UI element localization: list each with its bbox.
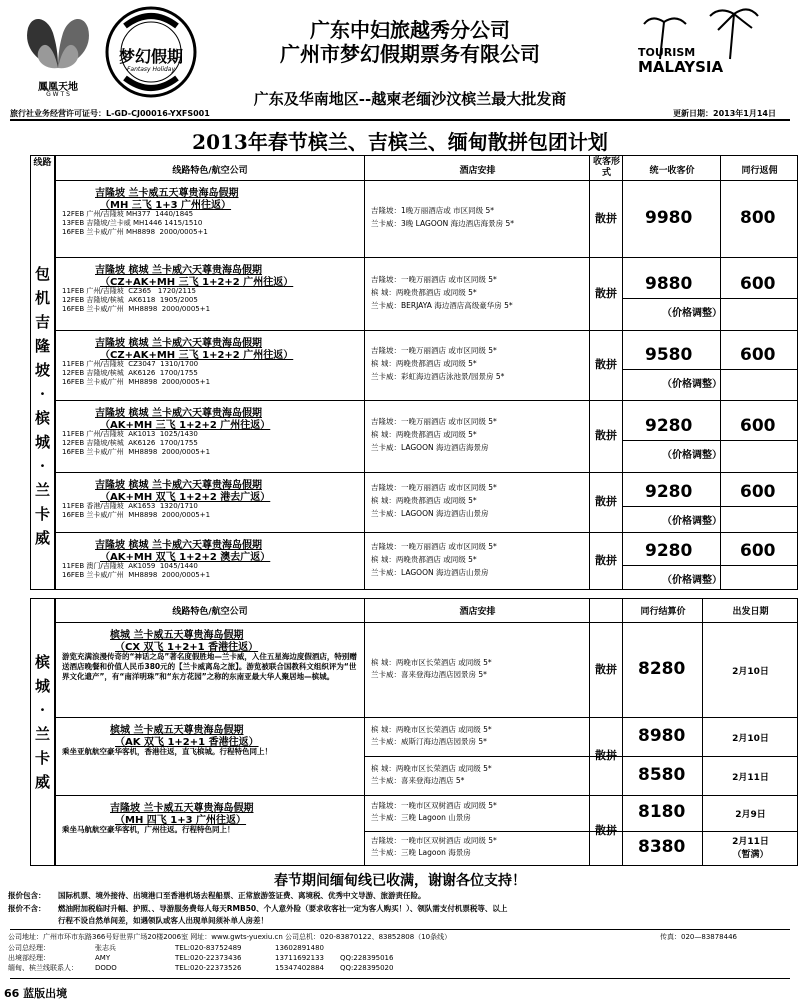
sub-divider: [365, 756, 798, 757]
flight-schedule: 11FEB 广州/吉隆坡 CZ365 1720/2115 12FEB 吉隆坡/槟城 AK6118 1905/2005 16FEB 兰卡威/广州 MH8898 2000/0005+1: [62, 287, 211, 313]
route-sub: （CZ+AK+MH 三飞 1+2+2 广州往返）: [100, 277, 294, 288]
departure-date: 2月11日: [732, 837, 769, 848]
row-divider: [55, 400, 798, 401]
contact-field: 13711692133: [275, 954, 324, 962]
slogan: 广东及华南地区--越柬老缅沙汶槟兰最大批发商: [253, 90, 567, 108]
route-desc: 游览充满浪漫传奇的“神话之岛”著名度假胜地—兰卡威，入住五星海边度假酒店，特别赠送酒店晚餐和价值人民币380元的【兰卡威离岛之旅】。游览被联合国教科文组织评为“世界文化遗产”，有“南洋明珠”和“东方花园”之称的东南亚最大华人聚居地—槟城。: [62, 652, 357, 681]
t1-h-commission: 同行返佣: [741, 166, 778, 176]
route-sub: （CZ+AK+MH 三飞 1+2+2 广州往返）: [100, 350, 294, 361]
unified-price: 9280: [645, 541, 693, 561]
table2-side-label: [30, 650, 55, 794]
commission: 600: [740, 482, 776, 502]
booking-mode: 散拼: [595, 429, 617, 442]
hotel-line: 吉隆坡：1晚万丽酒店或 市区同级 5*: [371, 205, 495, 215]
hotel-line: 槟 城：两晚市区长荣酒店 或同级 5*: [371, 657, 492, 667]
hotel-line: 兰卡威：喜来登海边酒店园景房 5*: [371, 669, 487, 679]
booking-mode: 散拼: [595, 662, 617, 676]
unified-price: 9280: [645, 482, 693, 502]
contact-field: TEL:020-83752489: [175, 944, 242, 952]
group-divider: [55, 795, 798, 796]
route-title: 吉隆坡 槟城 兰卡威六天尊贵海岛假期: [95, 265, 262, 276]
settle-price: 8380: [638, 837, 686, 858]
settle-price: 8580: [638, 764, 686, 785]
side-char: 威: [34, 773, 50, 791]
hotel-line: 兰卡威：喜来登海边酒店 5*: [371, 775, 465, 785]
route-sub: （AK+MH 三飞 1+2+2 广州往返）: [100, 420, 271, 431]
row-divider: [55, 532, 798, 533]
flight-schedule: 11FEB 澳门/吉隆坡 AK1059 1045/1440 16FEB 兰卡威/广州 MH8898 2000/0005+1: [62, 562, 211, 579]
notice: 春节期间缅甸线已收满，谢谢各位支持！: [274, 873, 526, 889]
route-sub: （AK+MH 双飞 1+2+2 澳去广返）: [100, 552, 271, 563]
adj-divider: [623, 565, 798, 566]
contact-field: TEL:020-22373436: [175, 954, 242, 962]
price-adjust-note: （价格调整）: [662, 516, 722, 527]
route-sub: （AK 双飞 1+2+1 香港往返）: [115, 737, 259, 748]
commission: 800: [740, 207, 776, 228]
booking-mode: 散拼: [595, 554, 617, 567]
logo1-text: 鳳凰天地: [38, 82, 78, 93]
side-char: ·: [39, 701, 46, 719]
commission: 600: [740, 345, 776, 365]
booking-mode: 散拼: [595, 211, 617, 225]
route-sub: （MH 三飞 1+3 广州往返）: [100, 200, 232, 211]
route-title: 槟城 兰卡威五天尊贵海岛假期: [110, 630, 244, 641]
departure-date: 2月11日: [732, 772, 769, 783]
price-adjust-note: （价格调整）: [662, 450, 722, 461]
unified-price: 9280: [645, 416, 693, 436]
hotel-line: 槟 城：两晚贵都酒店 或同级 5*: [371, 555, 477, 564]
contact-field: QQ:228395016: [340, 954, 394, 962]
contact-field: 公司总经理：: [8, 944, 50, 952]
t2-h-hotel: 酒店安排: [459, 607, 496, 617]
contact-field: 缅甸、槟兰线联系人：: [8, 964, 78, 972]
hotel-line: 吉隆坡：一晚万丽酒店 或市区同级 5*: [371, 417, 497, 426]
contact-field: DODO: [95, 964, 117, 972]
hotel-line: 吉隆坡：一晚万丽酒店 或市区同级 5*: [371, 483, 497, 492]
side-char: ·: [39, 457, 46, 475]
side-char: 威: [34, 529, 50, 547]
route-sub: （CX 双飞 1+2+1 香港往返）: [115, 642, 259, 653]
hotel-line: 兰卡威：三晚 Lagoon 山景房: [371, 812, 471, 822]
side-char: 兰: [34, 481, 50, 499]
settle-price: 8280: [638, 658, 686, 679]
contact-field: 13602891480: [275, 944, 324, 952]
company-name-2: 广州市梦幻假期票务有限公司: [280, 42, 540, 66]
fantasy-holiday-logo: [105, 6, 197, 98]
side-char: 卡: [34, 505, 50, 523]
tourism-malaysia-logo: [630, 18, 760, 78]
page-title: 2013年春节槟兰、吉槟兰、缅甸散拼包团计划: [192, 130, 608, 154]
route-title: 吉隆坡 槟城 兰卡威六天尊贵海岛假期: [95, 408, 262, 419]
side-char: 卡: [34, 749, 50, 767]
adj-divider: [623, 298, 798, 299]
hotel-line: 槟 城：两晚贵都酒店 或同级 5*: [371, 359, 477, 368]
unified-price: 9580: [645, 345, 693, 365]
route-title: 吉隆坡 槟城 兰卡威六天尊贵海岛假期: [95, 540, 262, 551]
price-adjust-note: （价格调整）: [662, 307, 722, 319]
hotel-line: 兰卡威：三晚 Lagoon 海景房: [371, 848, 471, 858]
company-name-1: 广东中妇旅越秀分公司: [310, 18, 510, 42]
page-number: 66 蓝版出境: [4, 987, 68, 1000]
departure-date: 2月9日: [735, 809, 766, 820]
side-char: 城: [34, 433, 50, 451]
commission: 600: [740, 541, 776, 561]
divider: [10, 978, 790, 979]
phoenix-logo: [18, 8, 98, 98]
row-divider: [55, 180, 798, 181]
hotel-line: 吉隆坡：一晚万丽酒店 或市区同级 5*: [371, 542, 497, 551]
t1-h-feature: 线路特色/航空公司: [172, 166, 248, 176]
group-divider: [55, 717, 798, 718]
booking-mode: 散拼: [595, 358, 617, 371]
t2-h-date: 出发日期: [732, 607, 769, 617]
route-desc: 乘坐亚航航空豪华客机，香港往返，直飞槟城。行程特色同上！: [62, 747, 272, 756]
unified-price: 9980: [645, 207, 693, 228]
side-char: ·: [39, 385, 46, 403]
adj-divider: [623, 440, 798, 441]
update-date: 更新日期：2013年1月14日: [673, 109, 776, 118]
table1-side-label: [30, 262, 55, 550]
side-char: 槟: [34, 409, 50, 427]
hotel-line: 兰卡威：LAGOON 海边酒店山景房: [371, 509, 489, 518]
side-char: 槟: [34, 653, 50, 671]
commission: 600: [740, 416, 776, 436]
route-desc: 乘坐马航航空豪华客机，广州往返。行程特色同上！: [62, 825, 235, 834]
booking-mode: 散拼: [595, 495, 617, 508]
footer-address: 公司地址：广州市环市东路366号好世界广场20楼2006室 网址：www.gwts-yuexiu.cn 公司总机：020-83870122、83852808（10条线）: [8, 933, 452, 941]
side-char: 吉: [34, 313, 50, 331]
booking-mode: 散拼: [595, 823, 617, 837]
t1-h-hotel: 酒店安排: [459, 166, 496, 176]
settle-price: 8980: [638, 725, 686, 746]
sub-divider: [365, 831, 798, 832]
butterfly-icon: [18, 8, 98, 78]
t2-h-price: 同行结算价: [640, 607, 686, 617]
hotel-line: 槟 城：两晚市区长荣酒店 或同级 5*: [371, 763, 492, 773]
row-divider: [55, 257, 798, 258]
hotel-line: 槟 城：两晚贵都酒店 或同级 5*: [371, 287, 477, 297]
contact-field: 张志兵: [95, 944, 116, 952]
date-note: （暂满）: [732, 850, 769, 861]
booking-mode: 散拼: [595, 749, 617, 762]
logo2-text: 梦幻假期: [118, 47, 183, 66]
side-char: 机: [34, 289, 50, 307]
departure-date: 2月10日: [732, 666, 769, 677]
side-char: 隆: [34, 337, 50, 355]
hotel-line: 兰卡威：威斯汀海边酒店园景房 5*: [371, 736, 487, 746]
divider: [10, 929, 790, 930]
tourism-text: TOURISM: [638, 46, 696, 59]
unified-price: 9880: [645, 273, 693, 294]
route-title: 槟城 兰卡威五天尊贵海岛假期: [110, 725, 244, 736]
contact-field: 出境部经理：: [8, 954, 50, 962]
route-title: 吉隆坡 兰卡威五天尊贵海岛假期: [95, 188, 239, 199]
t1-h-mode: 收客形式: [592, 157, 620, 178]
footer-fax: 传真：020—83878446: [660, 933, 737, 941]
exclude-label: 报价不含：: [8, 904, 46, 913]
flight-schedule: 11FEB 广州/吉隆坡 AK1013 1025/1430 12FEB 吉隆坡/槟城 AK6126 1700/1755 16FEB 兰卡威/广州 MH8898 2000/0005+1: [62, 430, 211, 456]
exclude-text-1: 燃油附加税临时升幅、护照、、导游服务费每人每天RMB50、个人意外险（要求收客社一定为客人购买！）、领队需支付机票税等、以上: [58, 904, 508, 913]
route-sub: （AK+MH 双飞 1+2+2 港去广返）: [100, 492, 271, 503]
side-char: 城: [34, 677, 50, 695]
malaysia-text: MALAYSIA: [638, 58, 724, 76]
route-title: 吉隆坡 槟城 兰卡威六天尊贵海岛假期: [95, 480, 262, 491]
contact-field: TEL:020-22373526: [175, 964, 242, 972]
include-label: 报价包含：: [8, 891, 46, 900]
side-char: 坡: [34, 361, 50, 379]
booking-mode: 散拼: [595, 286, 617, 300]
contact-field: AMY: [95, 954, 111, 962]
side-char: 包: [34, 265, 50, 283]
price-adjust-note: （价格调整）: [662, 379, 722, 390]
hotel-line: 吉隆坡：一晚市区双树酒店 或同级 5*: [371, 800, 497, 810]
settle-price: 8180: [638, 801, 686, 822]
group-divider: [55, 622, 798, 623]
price-adjust-note: （价格调整）: [662, 575, 722, 586]
hotel-line: 吉隆坡：一晚万丽酒店 或市区同级 5*: [371, 274, 497, 284]
adj-divider: [623, 506, 798, 507]
t1-h-route: 线路: [33, 158, 52, 168]
contact-field: 15347402884: [275, 964, 324, 972]
header: [0, 0, 800, 120]
logo1-sub: G W T S: [46, 91, 70, 98]
logo2-arc: Fantasy Holiday: [126, 66, 176, 73]
row-divider: [55, 330, 798, 331]
hotel-line: 吉隆坡：一晚万丽酒店 或市区同级 5*: [371, 346, 497, 355]
divider: [10, 119, 790, 121]
hotel-line: 兰卡威：LAGOON 海边酒店山景房: [371, 568, 489, 577]
route-title: 吉隆坡 兰卡威五天尊贵海岛假期: [110, 803, 254, 814]
commission: 600: [740, 273, 776, 294]
include-text: 国际机票、境外接待、出境港口至香港机场去程船票、正常旅游签证费、离境税、优秀中文导游、旅游责任险。: [58, 891, 426, 900]
hotel-line: 兰卡威：彩虹海边酒店泳池景/园景房 5*: [371, 372, 505, 381]
hotel-line: 槟 城：两晚市区长荣酒店 或同级 5*: [371, 724, 492, 734]
hotel-line: 槟 城：两晚贵都酒店 或同级 5*: [371, 430, 477, 439]
flight-schedule: 12FEB 广州/吉隆坡 MH377 1440/1845 13FEB 吉隆坡/兰卡威 MH1446 1415/1510 16FEB 兰卡威/广州 MH8898 2000/0005+1: [62, 210, 208, 236]
hotel-line: 兰卡威：BERJAYA 海边酒店高级豪华房 5*: [371, 300, 513, 310]
side-char: 兰: [34, 725, 50, 743]
t1-h-price: 统一收客价: [649, 166, 695, 176]
hotel-line: 兰卡威：3晚 LAGOON 海边酒店海景房 5*: [371, 218, 515, 228]
adj-divider: [623, 369, 798, 370]
flight-schedule: 11FEB 香港/吉隆坡 AK1653 1320/1710 16FEB 兰卡威/广州 MH8898 2000/0005+1: [62, 502, 211, 519]
departure-date: 2月10日: [732, 733, 769, 744]
t2-h-feature: 线路特色/航空公司: [172, 607, 248, 617]
route-title: 吉隆坡 槟城 兰卡威六天尊贵海岛假期: [95, 338, 262, 349]
hotel-line: 吉隆坡：一晚市区双树酒店 或同级 5*: [371, 836, 497, 846]
hotel-line: 槟 城：两晚贵都酒店 或同级 5*: [371, 496, 477, 505]
exclude-text-2: 行程不设自然单间差，如遇领队或客人出现单间须补单人房差！: [58, 916, 268, 925]
flight-schedule: 11FEB 广州/吉隆坡 CZ3047 1310/1700 12FEB 吉隆坡/槟城 AK6126 1700/1755 16FEB 兰卡威/广州 MH8898 2000/0005+1: [62, 360, 211, 386]
route-sub: （MH 四飞 1+3 广州往返）: [115, 815, 247, 826]
contact-field: QQ:228395020: [340, 964, 394, 972]
row-divider: [55, 472, 798, 473]
license-number: 旅行社业务经营许可证号：L-GD-CJ00016-YXFS001: [10, 109, 210, 118]
hotel-line: 兰卡威：LAGOON 海边酒店海景房: [371, 443, 489, 452]
